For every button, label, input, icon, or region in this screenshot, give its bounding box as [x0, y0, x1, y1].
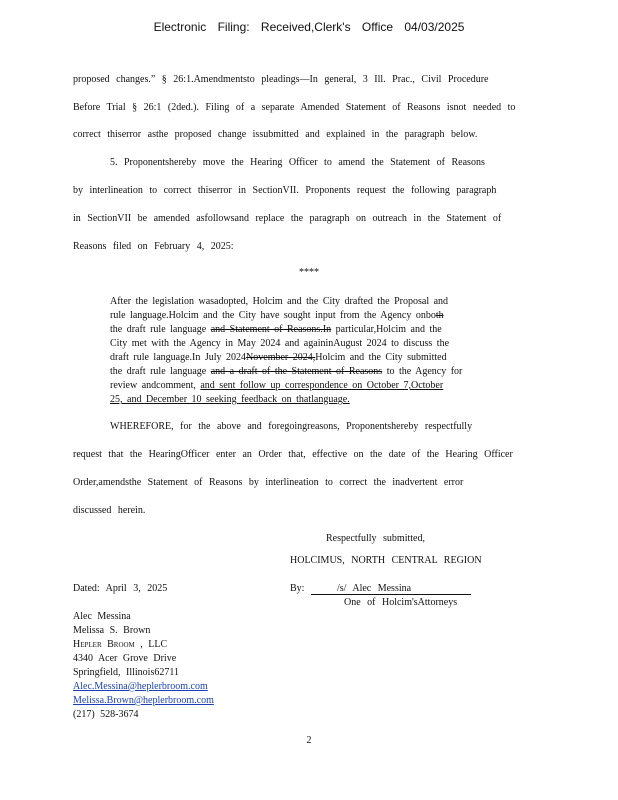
quote-line-7	[110, 379, 443, 393]
quote-text: draft rule language.In July 2024	[110, 352, 247, 363]
attorney-name-1: Alec Messina	[73, 611, 131, 622]
quote-line-8: 25, and December 10 seeking feedback on thatlanguage.	[110, 394, 350, 405]
para1-line-3: correct thiserror asthe proposed change issubmitted and explained in the paragraph below.	[73, 129, 478, 140]
struck-text: th	[435, 310, 444, 321]
quote-text: to the Agency for	[386, 366, 463, 377]
quote-text: review andcomment,	[110, 380, 196, 391]
attorney-block	[73, 610, 214, 722]
inserted-text: and sent follow up correspondence on October 7,October	[200, 380, 444, 391]
struck-text: November 2024,	[246, 352, 316, 363]
struck-text: and Statement of Reasons.In	[210, 324, 332, 335]
quote-line-2	[110, 309, 444, 323]
para2-line-4: Reasons filed on February 4, 2025:	[73, 241, 234, 252]
phone-number: (217) 528-3674	[73, 709, 139, 720]
quote-line-3	[110, 323, 442, 337]
filing-header: Electronic Filing: Received,Clerk's Office 04/03/2025	[153, 20, 465, 34]
struck-text: and a draft of the Statement of Reasons	[210, 366, 383, 377]
closing: Respectfully submitted,	[326, 533, 425, 544]
quote-text: the draft rule language	[110, 324, 207, 335]
para2-line-3: in SectionVII be amended asfollowsand replace the paragraph on outreach in the Statement of	[73, 213, 502, 224]
page-number: 2	[306, 735, 312, 746]
quote-text: Holcim and the City submitted	[315, 352, 447, 363]
electronic-signature: /s/ Alec Messina	[311, 583, 471, 595]
section-break: ****	[299, 267, 319, 278]
para3-line-3: Order,amendsthe Statement of Reasons by interlineation to correct the inadvertent error	[73, 477, 464, 488]
quote-text: the draft rule language	[110, 366, 207, 377]
quote-line-5	[110, 351, 447, 365]
email-link-messina[interactable]: Alec.Messina@heplerbroom.com	[73, 681, 208, 692]
city-state-zip: Springfield, Illinois62711	[73, 667, 179, 678]
para1-line-1: proposed changes.” § 26:1.Amendmentsto pleadings—In general, 3 Ill. Prac., Civil Procedure	[73, 74, 489, 85]
date-line: Dated: April 3, 2025	[73, 583, 168, 594]
quote-line-1: After the legislation wasadopted, Holcim and the City drafted the Proposal and	[110, 296, 449, 307]
para3-line-1: WHEREFORE, for the above and foregoingreasons, Proponentshereby respectfully	[110, 421, 473, 432]
by-label: By:	[290, 583, 305, 594]
signer-role: One of Holcim'sAttorneys	[344, 597, 458, 608]
street-address: 4340 Acer Grove Drive	[73, 653, 177, 664]
quote-line-6	[110, 365, 462, 379]
para1-line-2: Before Trial § 26:1 (2ded.). Filing of a separate Amended Statement of Reasons isnot needed to	[73, 102, 516, 113]
firm-name: Hepler Broom , LLC	[73, 639, 168, 650]
para2-line-1: 5. Proponentshereby move the Hearing Officer to amend the Statement of Reasons	[110, 157, 485, 168]
email-link-brown[interactable]: Melissa.Brown@heplerbroom.com	[73, 695, 214, 706]
para3-line-2: request that the HearingOfficer enter an Order that, effective on the date of the Hearing Officer	[73, 449, 513, 460]
para3-line-4: discussed herein.	[73, 505, 146, 516]
quote-text: rule language.Holcim and the City have sought input from the Agency onbo	[110, 310, 436, 321]
signature-line	[290, 583, 471, 595]
quote-text: particular,Holcim and the	[335, 324, 442, 335]
attorney-name-2: Melissa S. Brown	[73, 625, 151, 636]
para2-line-2: by interlineation to correct thiserror in SectionVII. Proponents request the following paragraph	[73, 185, 497, 196]
signing-organization: HOLCIMUS, NORTH CENTRAL REGION	[290, 555, 482, 566]
quote-line-4: City met with the Agency in May 2024 and againinAugust 2024 to discuss the	[110, 338, 450, 349]
